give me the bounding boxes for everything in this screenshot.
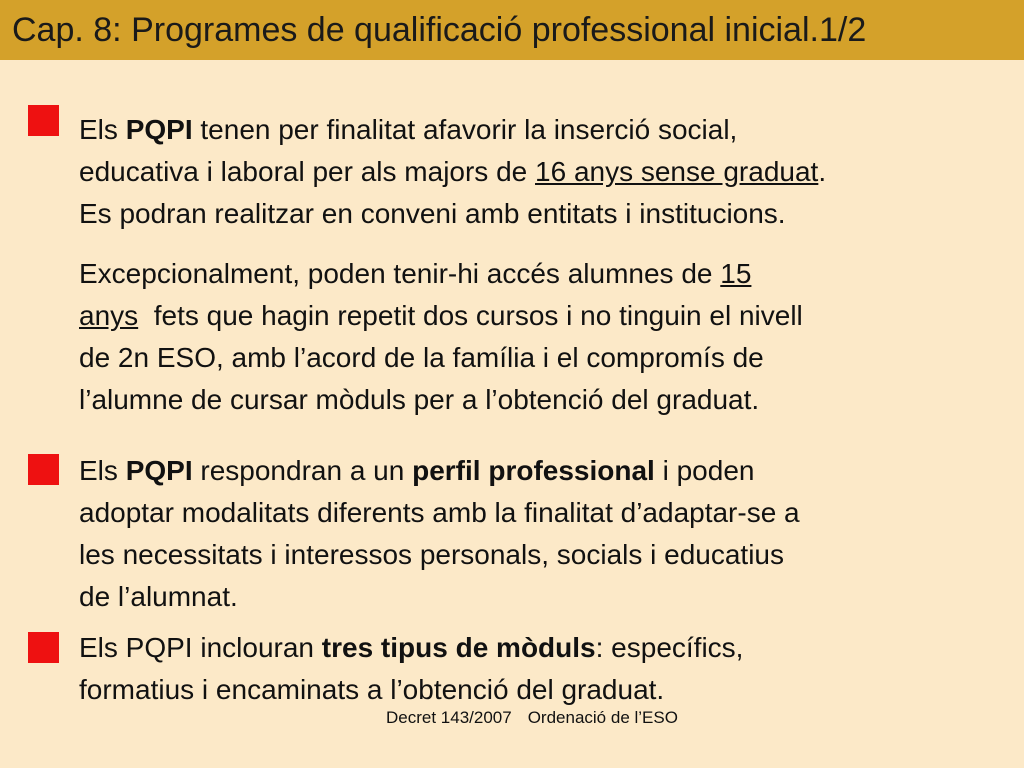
text: Els bbox=[79, 455, 126, 486]
underlined-term: 15 bbox=[720, 258, 752, 289]
underlined-term: anys bbox=[79, 300, 139, 331]
bold-term: tres tipus de mòduls bbox=[321, 632, 596, 663]
text: Excepcionalment, poden tenir-hi accés alumnes de bbox=[79, 258, 721, 289]
text: . bbox=[818, 156, 827, 187]
footer-decree: Decret 143/2007 bbox=[386, 708, 512, 727]
bullet-marker-2 bbox=[28, 454, 59, 485]
text: respondran a un bbox=[192, 455, 413, 486]
bold-term: PQPI bbox=[125, 455, 193, 486]
text: de 2n ESO, amb l’acord de la família i el compromís de bbox=[79, 342, 764, 373]
bold-term: PQPI bbox=[125, 114, 193, 145]
bold-term: perfil professional bbox=[412, 455, 655, 486]
text: de l’alumnat. bbox=[79, 581, 238, 612]
text: tenen per finalitat afavorir la inserció social, bbox=[192, 114, 738, 145]
text: formatius i encaminats a l’obtenció del graduat. bbox=[79, 674, 665, 705]
slide-title: Cap. 8: Programes de qualificació professional inicial.1/2 bbox=[12, 11, 867, 49]
text: i poden bbox=[654, 455, 755, 486]
text: Es podran realitzar en conveni amb entitats i institucions. bbox=[79, 198, 786, 229]
text: adoptar modalitats diferents amb la finalitat d’adaptar-se a bbox=[79, 497, 800, 528]
text: fets que hagin repetit dos cursos i no tinguin el nivell bbox=[138, 300, 803, 331]
footer bbox=[386, 707, 678, 729]
underlined-term: 16 anys sense graduat bbox=[535, 156, 819, 187]
text: educativa i laboral per als majors de bbox=[79, 156, 536, 187]
text: les necessitats i interessos personals, socials i educatius bbox=[79, 539, 785, 570]
bullet-marker-3 bbox=[28, 632, 59, 663]
bullet-1-paragraph-2 bbox=[79, 253, 989, 421]
footer-subject: Ordenació de l’ESO bbox=[527, 708, 678, 727]
text: l’alumne de cursar mòduls per a l’obtenció del graduat. bbox=[79, 384, 760, 415]
bullet-3-paragraph bbox=[79, 627, 989, 711]
text: : específics, bbox=[595, 632, 744, 663]
bullet-2-paragraph bbox=[79, 450, 989, 618]
title-bar bbox=[0, 0, 1024, 60]
text: Els bbox=[79, 114, 126, 145]
bullet-1-paragraph-1 bbox=[79, 109, 989, 235]
text: Els PQPI inclouran bbox=[79, 632, 322, 663]
bullet-marker-1 bbox=[28, 105, 59, 136]
